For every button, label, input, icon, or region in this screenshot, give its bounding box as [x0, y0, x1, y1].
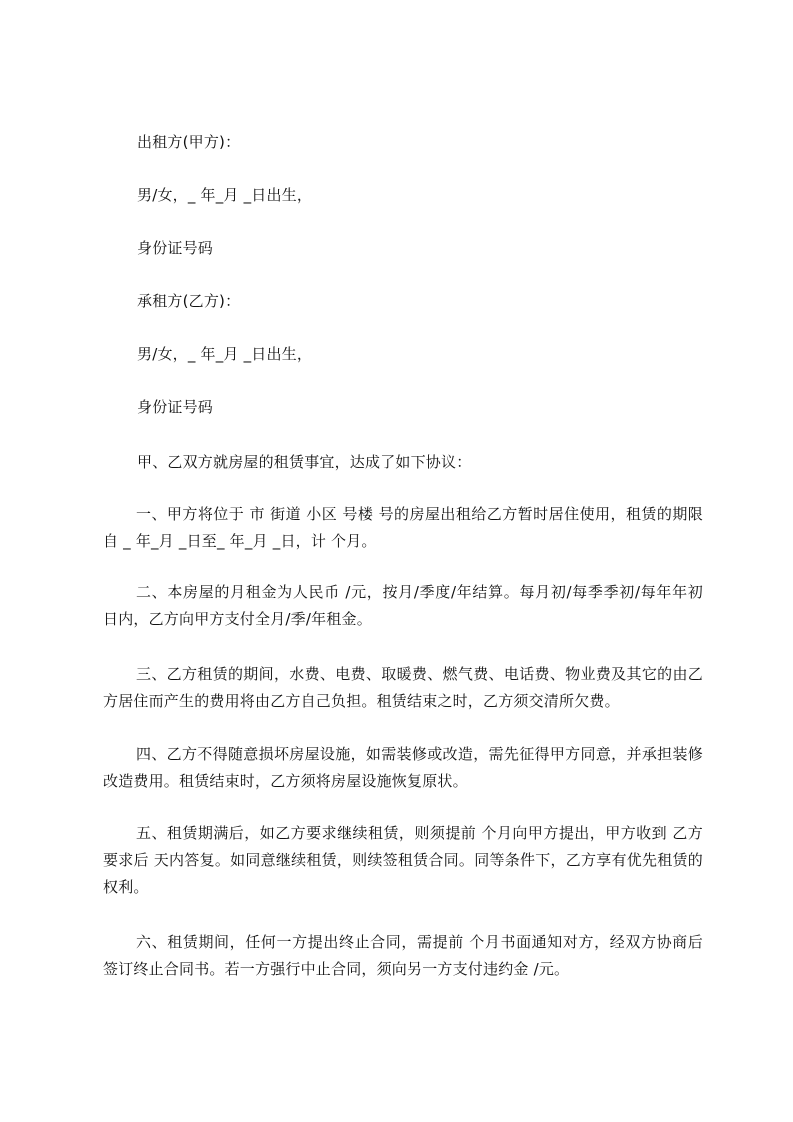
- agreement-intro: 甲、乙双方就房屋的租赁事宜，达成了如下协议：: [137, 453, 472, 471]
- clause-4: 四、乙方不得随意损坏房屋设施，如需装修或改造，需先征得甲方同意，并承担装修改造费用。租赁结束时，乙方须将房屋设施恢复原状。: [103, 745, 703, 790]
- lessor-heading: 出租方(甲方)：: [137, 133, 241, 151]
- lessor-id-label: 身份证号码: [137, 239, 214, 257]
- clause-1: 一、甲方将位于 市 街道 小区 号楼 号的房屋出租给乙方暂时居住使用，租赁的期限自 _ 年_月 _日至_ 年_月 _日，计 个月。: [103, 505, 703, 550]
- lessor-gender-birth: 男/女，_ 年_月 _日出生，: [137, 186, 313, 204]
- clause-6: 六、租赁期间，任何一方提出终止合同，需提前 个月书面通知对方，经双方协商后签订终止合同书。若一方强行中止合同，须向另一方支付违约金 /元。: [103, 933, 703, 978]
- clause-3: 三、乙方租赁的期间，水费、电费、取暖费、燃气费、电话费、物业费及其它的由乙方居住而产生的费用将由乙方自己负担。租赁结束之时，乙方须交清所欠费。: [103, 665, 703, 710]
- lessee-id-label: 身份证号码: [137, 398, 214, 416]
- clause-2: 二、本房屋的月租金为人民币 /元，按月/季度/年结算。每月初/每季季初/每年年初 日内，乙方向甲方支付全月/季/年租金。: [103, 583, 703, 628]
- clause-5: 五、租赁期满后，如乙方要求继续租赁，则须提前 个月向甲方提出，甲方收到 乙方要求后 天内答复。如同意继续租赁，则续签租赁合同。同等条件下，乙方享有优先租赁的权利。: [103, 824, 703, 896]
- lessee-heading: 承租方(乙方)：: [137, 292, 241, 310]
- lessee-gender-birth: 男/女，_ 年_月 _日出生，: [137, 345, 313, 363]
